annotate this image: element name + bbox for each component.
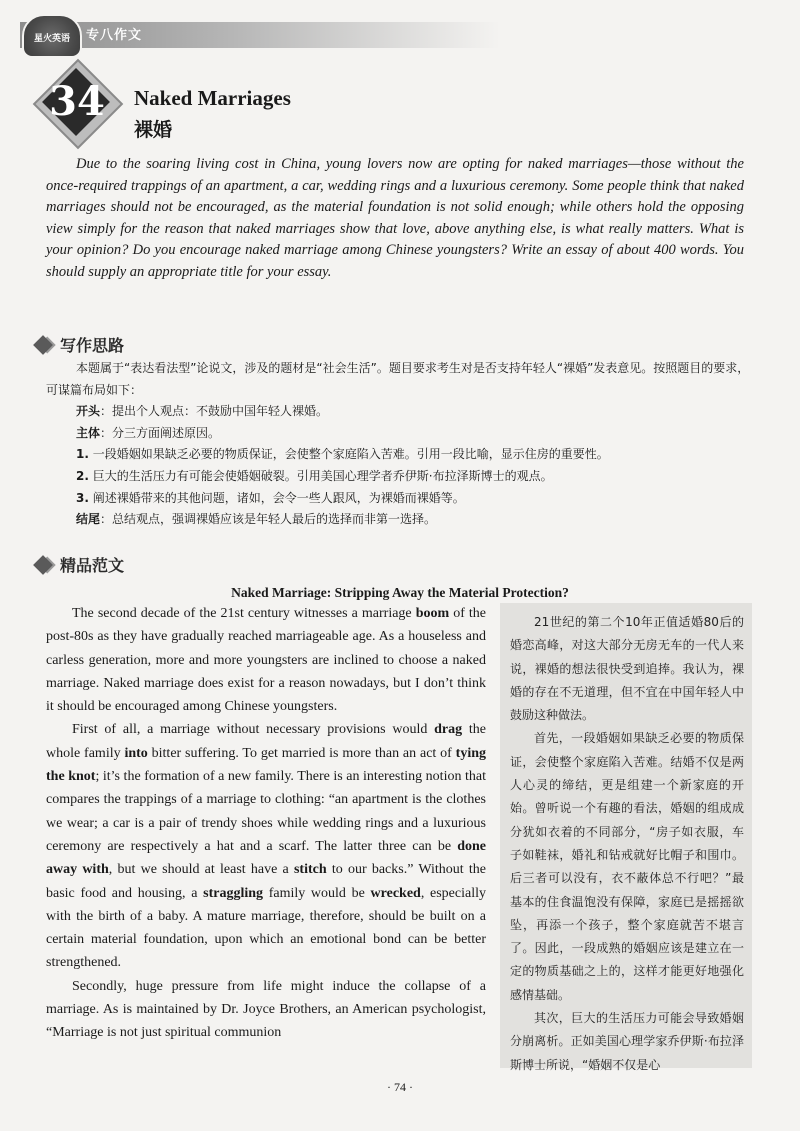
ideas-body — [46, 423, 752, 445]
ideas-intro: 本题属于“表达看法型”论说文，涉及的题材是“社会生活”。题目要求考生对是否支持年轻人“裸婚”发表意见。按照题目的要求，可谋篇布局如下： — [46, 361, 750, 397]
point-number: 1. — [76, 447, 89, 462]
point-number: 3. — [76, 490, 89, 505]
body-label: 主体 — [76, 425, 101, 440]
vocab-highlight: wrecked — [370, 885, 421, 901]
diamond-bullet-icon — [33, 335, 53, 355]
text-run: family would be — [263, 885, 371, 901]
essay-paragraph-2 — [46, 718, 486, 974]
section-heading-sample-essay — [36, 553, 124, 579]
opening-label: 开头 — [76, 404, 101, 419]
body-text: ：分三方面阐述原因。 — [100, 425, 221, 440]
section-heading-label: 写作思路 — [60, 336, 125, 355]
diamond-bullet-icon — [33, 555, 53, 575]
text-run: ; it’s the formation of a new family. There is an interesting notion that compares the trappings of a marriage to clothing: “an apartment is the clothes we wear; a car is a pair of trendy shoes while wedding rings and a luxurious ceremony are respectively a hat and a scarf. The latter three can be — [46, 769, 486, 854]
point-text: 阐述裸婚带来的其他问题，诸如，会令一些人跟风，为裸婚而裸婚等。 — [92, 490, 465, 505]
essay-chinese-translation — [500, 603, 752, 1072]
ideas-point — [46, 466, 752, 488]
opening-text: ：提出个人观点：不鼓励中国年轻人裸婚。 — [100, 404, 329, 419]
text-run: , especially with the birth of a baby. A mature marriage, therefore, should be built on a certain material foundation, upon which an emotional bond can be better strengthened. — [46, 885, 486, 971]
ideas-ending — [46, 509, 752, 531]
series-title: 专八作文 — [86, 28, 143, 43]
point-number: 2. — [76, 468, 89, 483]
writing-ideas-block — [46, 358, 752, 531]
topic-number: 34 — [49, 78, 105, 125]
topic-title-en: Naked Marriages — [134, 86, 291, 110]
ideas-point — [46, 444, 752, 466]
translation-paragraph: 首先，一段婚姻如果缺乏必要的物质保证，会使整个家庭陷入苦难。结婚不仅是两人心灵的缔结，更是组建一个新家庭的开始。曾听说一个有趣的看法，婚姻的组成成分犹如衣着的不同部分，“房子如衣服，车子如鞋袜，婚礼和钻戒就好比帽子和围巾。后三者可以没有，衣不蔽体总不行吧？”最基本的住食温饱没有保障，家庭已是摇摇欲坠，再添一个孩子，整个家庭就苦不堪言了。因此，一段成熟的婚姻应该是建立在一定的物质基础之上的，这样才能更好地强化感情基础。 — [510, 731, 744, 1002]
translation-paragraph: 其次，巨大的生活压力可能会导致婚姻分崩离析。正如美国心理学家乔伊斯·布拉泽斯博士所说，“婚姻不仅是心 — [510, 1011, 744, 1072]
section-heading-label: 精品范文 — [60, 556, 125, 575]
text-run: to our backs.” Without the basic food and housing, a — [46, 862, 487, 901]
vocab-highlight: tying the knot — [46, 745, 486, 785]
point-text: 一段婚姻如果缺乏必要的物质保证，会使整个家庭陷入苦难。引用一段比喻，显示住房的重要性。 — [92, 447, 609, 462]
vocab-highlight: stitch — [293, 862, 327, 878]
essay-english-column — [46, 602, 486, 1045]
vocab-highlight: straggling — [203, 885, 264, 901]
vocab-highlight: drag — [434, 722, 463, 738]
text-run: The second decade of the 21st century witnesses a marriage — [72, 606, 416, 621]
series-logo: 星火英语 — [22, 14, 82, 58]
point-text: 巨大的生活压力有可能会使婚姻破裂。引用美国心理学者乔伊斯·布拉泽斯博士的观点。 — [92, 468, 553, 483]
text-run: First of all, a marriage without necessary provisions would — [72, 722, 435, 738]
text-run: the whole family — [46, 722, 487, 761]
ideas-opening — [46, 401, 752, 423]
topic-title-cn: 裸婚 — [134, 119, 173, 141]
vocab-highlight: boom — [415, 606, 450, 621]
essay-paragraph-3: Secondly, huge pressure from life might induce the collapse of a marriage. As is maintained by Dr. Joyce Brothers, an American psychologist, “Marriage is not just spiritual communion — [46, 978, 486, 1041]
text-run: , but we should at least have a — [108, 862, 294, 878]
text-run: of the post-80s as they have gradually reached marriageable age. As a houseless and carless generation, more and more youngsters are inclined to choose a naked marriage. Naked marriage does exist for a reason nowadays, but I don’t think it should be encouraged among Chinese youngsters. — [46, 606, 487, 715]
ideas-point — [46, 488, 752, 510]
text-run: bitter suffering. To get married is more than an act of — [147, 745, 456, 761]
page-number: · 74 · — [387, 1080, 413, 1094]
section-heading-writing-ideas — [36, 333, 124, 359]
essay-prompt: Due to the soaring living cost in China, young lovers now are opting for naked marriages—those without the once-required trappings of an apartment, a car, wedding rings and a luxurious ceremony. Some people think that naked marriages should not be encouraged, as the material foundation is not solid enough; while others hold the opposing view simply for the reason that naked marriages show that love, above anything else, is what really matters. What is your opinion? Do you encourage naked marriage among Chinese youngsters? Write an essay of about 400 words. You should supply an appropriate title for your essay. — [46, 156, 744, 280]
ending-text: ：总结观点，强调裸婚应该是年轻人最后的选择而非第一选择。 — [100, 512, 437, 527]
vocab-highlight: into — [124, 745, 148, 761]
essay-title: Naked Marriage: Stripping Away the Material Protection? — [231, 585, 569, 600]
translation-paragraph: 21世纪的第二个10年正值适婚80后的婚恋高峰，对这大部分无房无车的一代人来说，裸婚的想法很快受到追捧。我认为，裸婚的存在不无道理，但不宜在中国年轻人中鼓励这种做法。 — [510, 615, 744, 723]
vocab-highlight: done away with — [46, 838, 486, 878]
ending-label: 结尾 — [76, 512, 101, 527]
essay-paragraph-1 — [46, 602, 486, 718]
